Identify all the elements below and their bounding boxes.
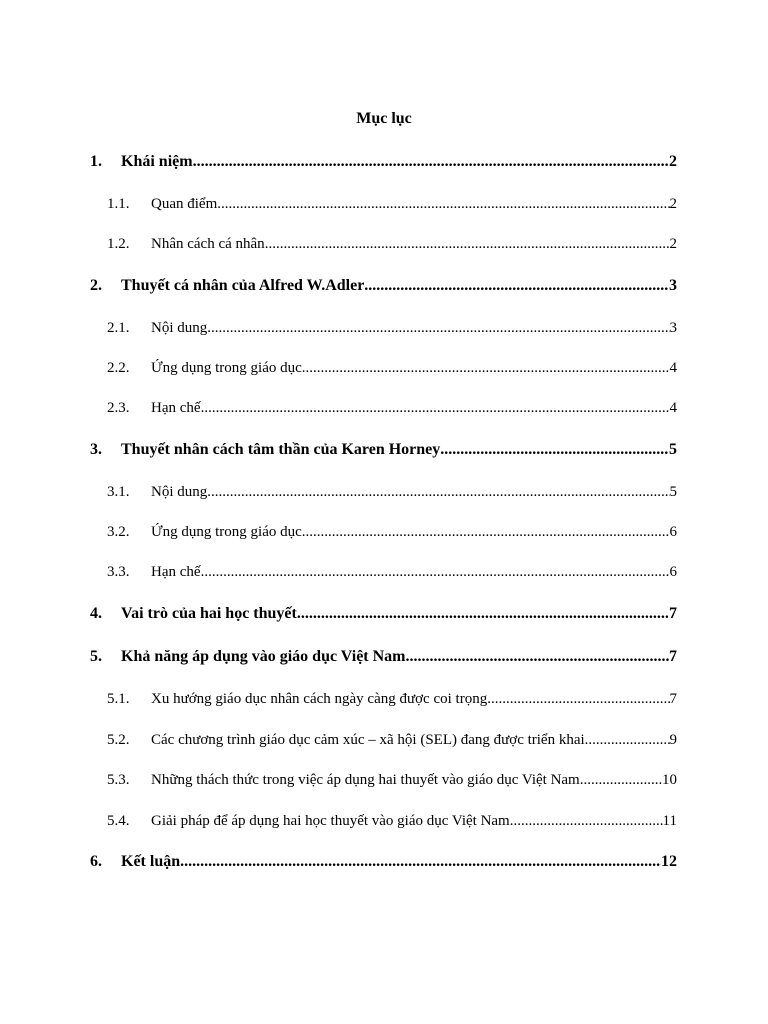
- dot-leader: [207, 316, 669, 340]
- dot-leader: [406, 645, 669, 669]
- dot-leader: [180, 850, 661, 874]
- toc-entry-3[interactable]: [0, 438, 768, 462]
- toc-entry-page: 2: [669, 196, 677, 212]
- dot-leader: [580, 768, 662, 792]
- toc-entry-5-1[interactable]: [0, 687, 768, 711]
- toc-entry-title: Nhân cách cá nhân: [151, 236, 265, 252]
- dot-leader: [302, 520, 670, 544]
- dot-leader: [364, 274, 669, 298]
- toc-entry-6[interactable]: [0, 850, 768, 874]
- toc-entry-number: 5.1.: [107, 691, 130, 707]
- toc-entry-title: Nội dung: [151, 484, 208, 500]
- toc-entry-1-2[interactable]: [0, 232, 768, 256]
- toc-entry-5[interactable]: [0, 645, 768, 669]
- dot-leader: [510, 809, 663, 833]
- toc-entry-number: 4.: [90, 605, 102, 622]
- page-title: Mục lục: [356, 110, 412, 127]
- toc-entry-3-3[interactable]: [0, 560, 768, 584]
- dot-leader: [297, 602, 669, 626]
- toc-entry-page: 12: [661, 853, 677, 870]
- dot-leader: [302, 356, 670, 380]
- toc-entry-title: Xu hướng giáo dục nhân cách ngày càng được coi trọng: [151, 691, 488, 707]
- toc-entry-page: 4: [669, 400, 677, 416]
- toc-entry-3-1[interactable]: [0, 480, 768, 504]
- toc-entry-number: 2.1.: [107, 320, 130, 336]
- toc-entry-title: Vai trò của hai học thuyết: [121, 605, 297, 622]
- toc-entry-page: 3: [669, 277, 677, 294]
- dot-leader: [193, 150, 669, 174]
- toc-entry-3-2[interactable]: [0, 520, 768, 544]
- toc-entry-page: 6: [669, 564, 677, 580]
- toc-entry-5-4[interactable]: [0, 809, 768, 833]
- toc-entry-title: Hạn chế: [151, 564, 201, 580]
- toc-entry-title: Thuyết nhân cách tâm thần của Karen Horney: [121, 441, 441, 458]
- toc-entry-title: Các chương trình giáo dục cảm xúc – xã hội (SEL) đang được triển khai: [151, 732, 585, 748]
- toc-entry-2[interactable]: [0, 274, 768, 298]
- toc-entry-title: Giải pháp để áp dụng hai học thuyết vào giáo dục Việt Nam: [151, 813, 510, 829]
- toc-entry-page: 5: [669, 484, 677, 500]
- toc-entry-number: 6.: [90, 853, 102, 870]
- toc-entry-2-3[interactable]: [0, 396, 768, 420]
- toc-entry-page: 9: [669, 732, 677, 748]
- toc-entry-2-1[interactable]: [0, 316, 768, 340]
- dot-leader: [487, 687, 669, 711]
- toc-entry-page: 6: [669, 524, 677, 540]
- toc-entry-number: 5.4.: [107, 813, 130, 829]
- dot-leader: [201, 396, 670, 420]
- toc-entry-page: 5: [669, 441, 677, 458]
- toc-entry-title: Nội dung: [151, 320, 208, 336]
- toc-entry-number: 1.2.: [107, 236, 130, 252]
- toc-entry-number: 5.: [90, 648, 102, 665]
- dot-leader: [585, 728, 670, 752]
- toc-entry-number: 1.: [90, 153, 102, 170]
- toc-entry-1-1[interactable]: [0, 192, 768, 216]
- toc-entry-number: 3.1.: [107, 484, 130, 500]
- toc-entry-title: Kết luận: [121, 853, 181, 870]
- toc-entry-number: 3.2.: [107, 524, 130, 540]
- toc-entry-title: Ứng dụng trong giáo dục: [151, 360, 302, 376]
- toc-entry-page: 2: [669, 153, 677, 170]
- toc-entry-number: 3.3.: [107, 564, 130, 580]
- toc-entry-title: Khái niệm: [121, 153, 193, 170]
- dot-leader: [440, 438, 669, 462]
- toc-entry-1[interactable]: [0, 150, 768, 174]
- dot-leader: [201, 560, 670, 584]
- toc-entry-page: 3: [669, 320, 677, 336]
- toc-entry-title: Quan điểm: [151, 196, 218, 212]
- dot-leader: [207, 480, 669, 504]
- toc-entry-title: Khả năng áp dụng vào giáo dục Việt Nam: [121, 648, 406, 665]
- toc-entry-number: 2.3.: [107, 400, 130, 416]
- dot-leader: [265, 232, 670, 256]
- toc-entry-5-3[interactable]: [0, 768, 768, 792]
- dot-leader: [217, 192, 669, 216]
- toc-entry-page: 7: [669, 605, 677, 622]
- toc-entry-page: 11: [662, 813, 677, 829]
- toc-entry-4[interactable]: [0, 602, 768, 626]
- toc-entry-page: 4: [669, 360, 677, 376]
- toc-entry-number: 5.3.: [107, 772, 130, 788]
- toc-entry-page: 2: [669, 236, 677, 252]
- toc-entry-page: 7: [669, 648, 677, 665]
- toc-entry-2-2[interactable]: [0, 356, 768, 380]
- toc-entry-number: 5.2.: [107, 732, 130, 748]
- toc-entry-title: Những thách thức trong việc áp dụng hai thuyết vào giáo dục Việt Nam: [151, 772, 580, 788]
- toc-entry-title: Thuyết cá nhân của Alfred W.Adler: [121, 277, 365, 294]
- toc-entry-title: Ứng dụng trong giáo dục: [151, 524, 302, 540]
- toc-entry-number: 2.: [90, 277, 102, 294]
- toc-entry-number: 2.2.: [107, 360, 130, 376]
- toc-entry-page: 7: [669, 691, 677, 707]
- toc-entry-number: 1.1.: [107, 196, 130, 212]
- toc-entry-5-2[interactable]: [0, 728, 768, 752]
- toc-entry-number: 3.: [90, 441, 102, 458]
- toc-entry-page: 10: [662, 772, 677, 788]
- toc-entry-title: Hạn chế: [151, 400, 201, 416]
